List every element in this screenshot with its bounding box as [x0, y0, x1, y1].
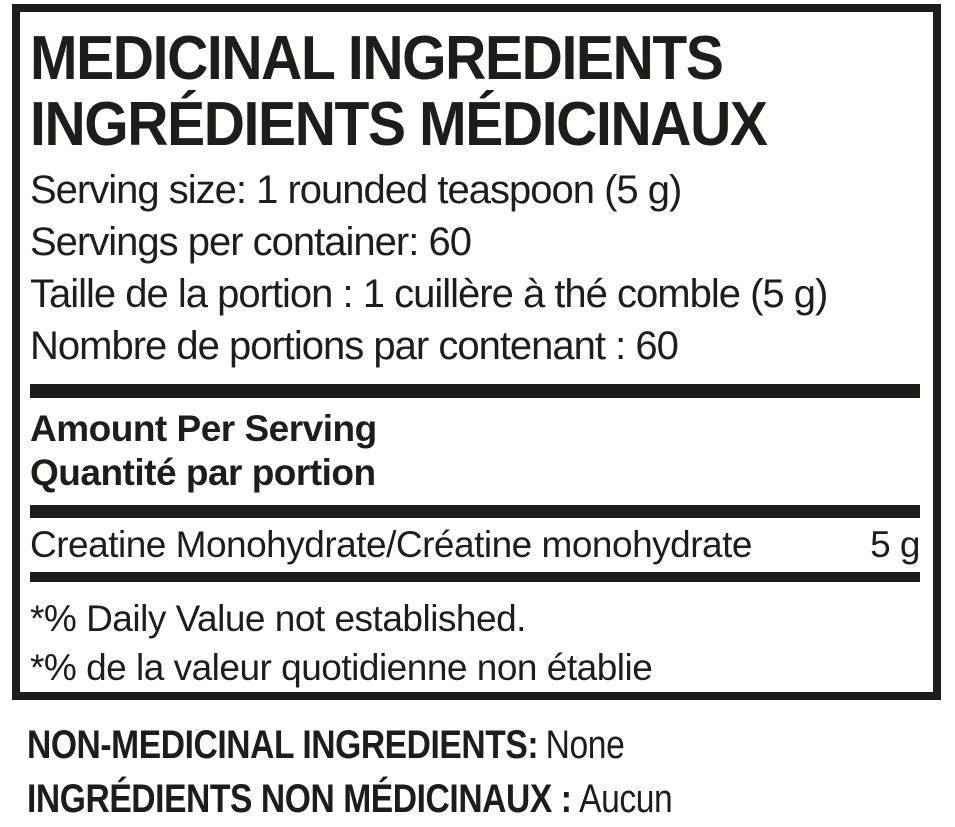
medicinal-ingredients-title-en: MEDICINAL INGREDIENTS [30, 24, 723, 93]
non-medicinal-line-en [27, 725, 807, 765]
non-medicinal-value-en: None [545, 723, 625, 767]
amount-per-serving-label-fr: Quantité par portion [30, 452, 376, 493]
amount-per-serving-label-en: Amount Per Serving [30, 408, 377, 449]
non-medicinal-line-fr [27, 779, 807, 819]
panel-title [30, 26, 920, 158]
amount-per-serving-block [30, 407, 920, 495]
footnotes-block [30, 594, 920, 692]
divider-bar-top [30, 384, 920, 398]
non-medicinal-block [27, 725, 955, 819]
ingredient-amount: 5 g [870, 524, 920, 565]
daily-value-footnote-en: *% Daily Value not established. [30, 598, 526, 639]
serving-info-block [30, 164, 920, 372]
non-medicinal-value-fr: Aucun [579, 777, 673, 821]
ingredient-row [30, 518, 920, 572]
divider-bar-middle [30, 505, 920, 518]
daily-value-footnote-fr: *% de la valeur quotidienne non établie [30, 647, 653, 688]
medicinal-ingredients-title-fr: INGRÉDIENTS MÉDICINAUX [30, 90, 767, 159]
ingredient-name: Creatine Monohydrate/Créatine monohydrate [30, 524, 752, 565]
serving-size-line-en: Serving size: 1 rounded teaspoon (5 g) [30, 168, 682, 212]
supplement-facts-panel [12, 4, 941, 700]
serving-size-line-fr: Taille de la portion : 1 cuillère à thé comble (5 g) [30, 272, 828, 316]
divider-bar-bottom [30, 572, 920, 582]
non-medicinal-label-fr: INGRÉDIENTS NON MÉDICINAUX : [27, 777, 572, 821]
non-medicinal-label-en: NON-MEDICINAL INGREDIENTS: [27, 723, 539, 767]
servings-per-container-line-en: Servings per container: 60 [30, 220, 471, 264]
servings-per-container-line-fr: Nombre de portions par contenant : 60 [30, 324, 678, 368]
